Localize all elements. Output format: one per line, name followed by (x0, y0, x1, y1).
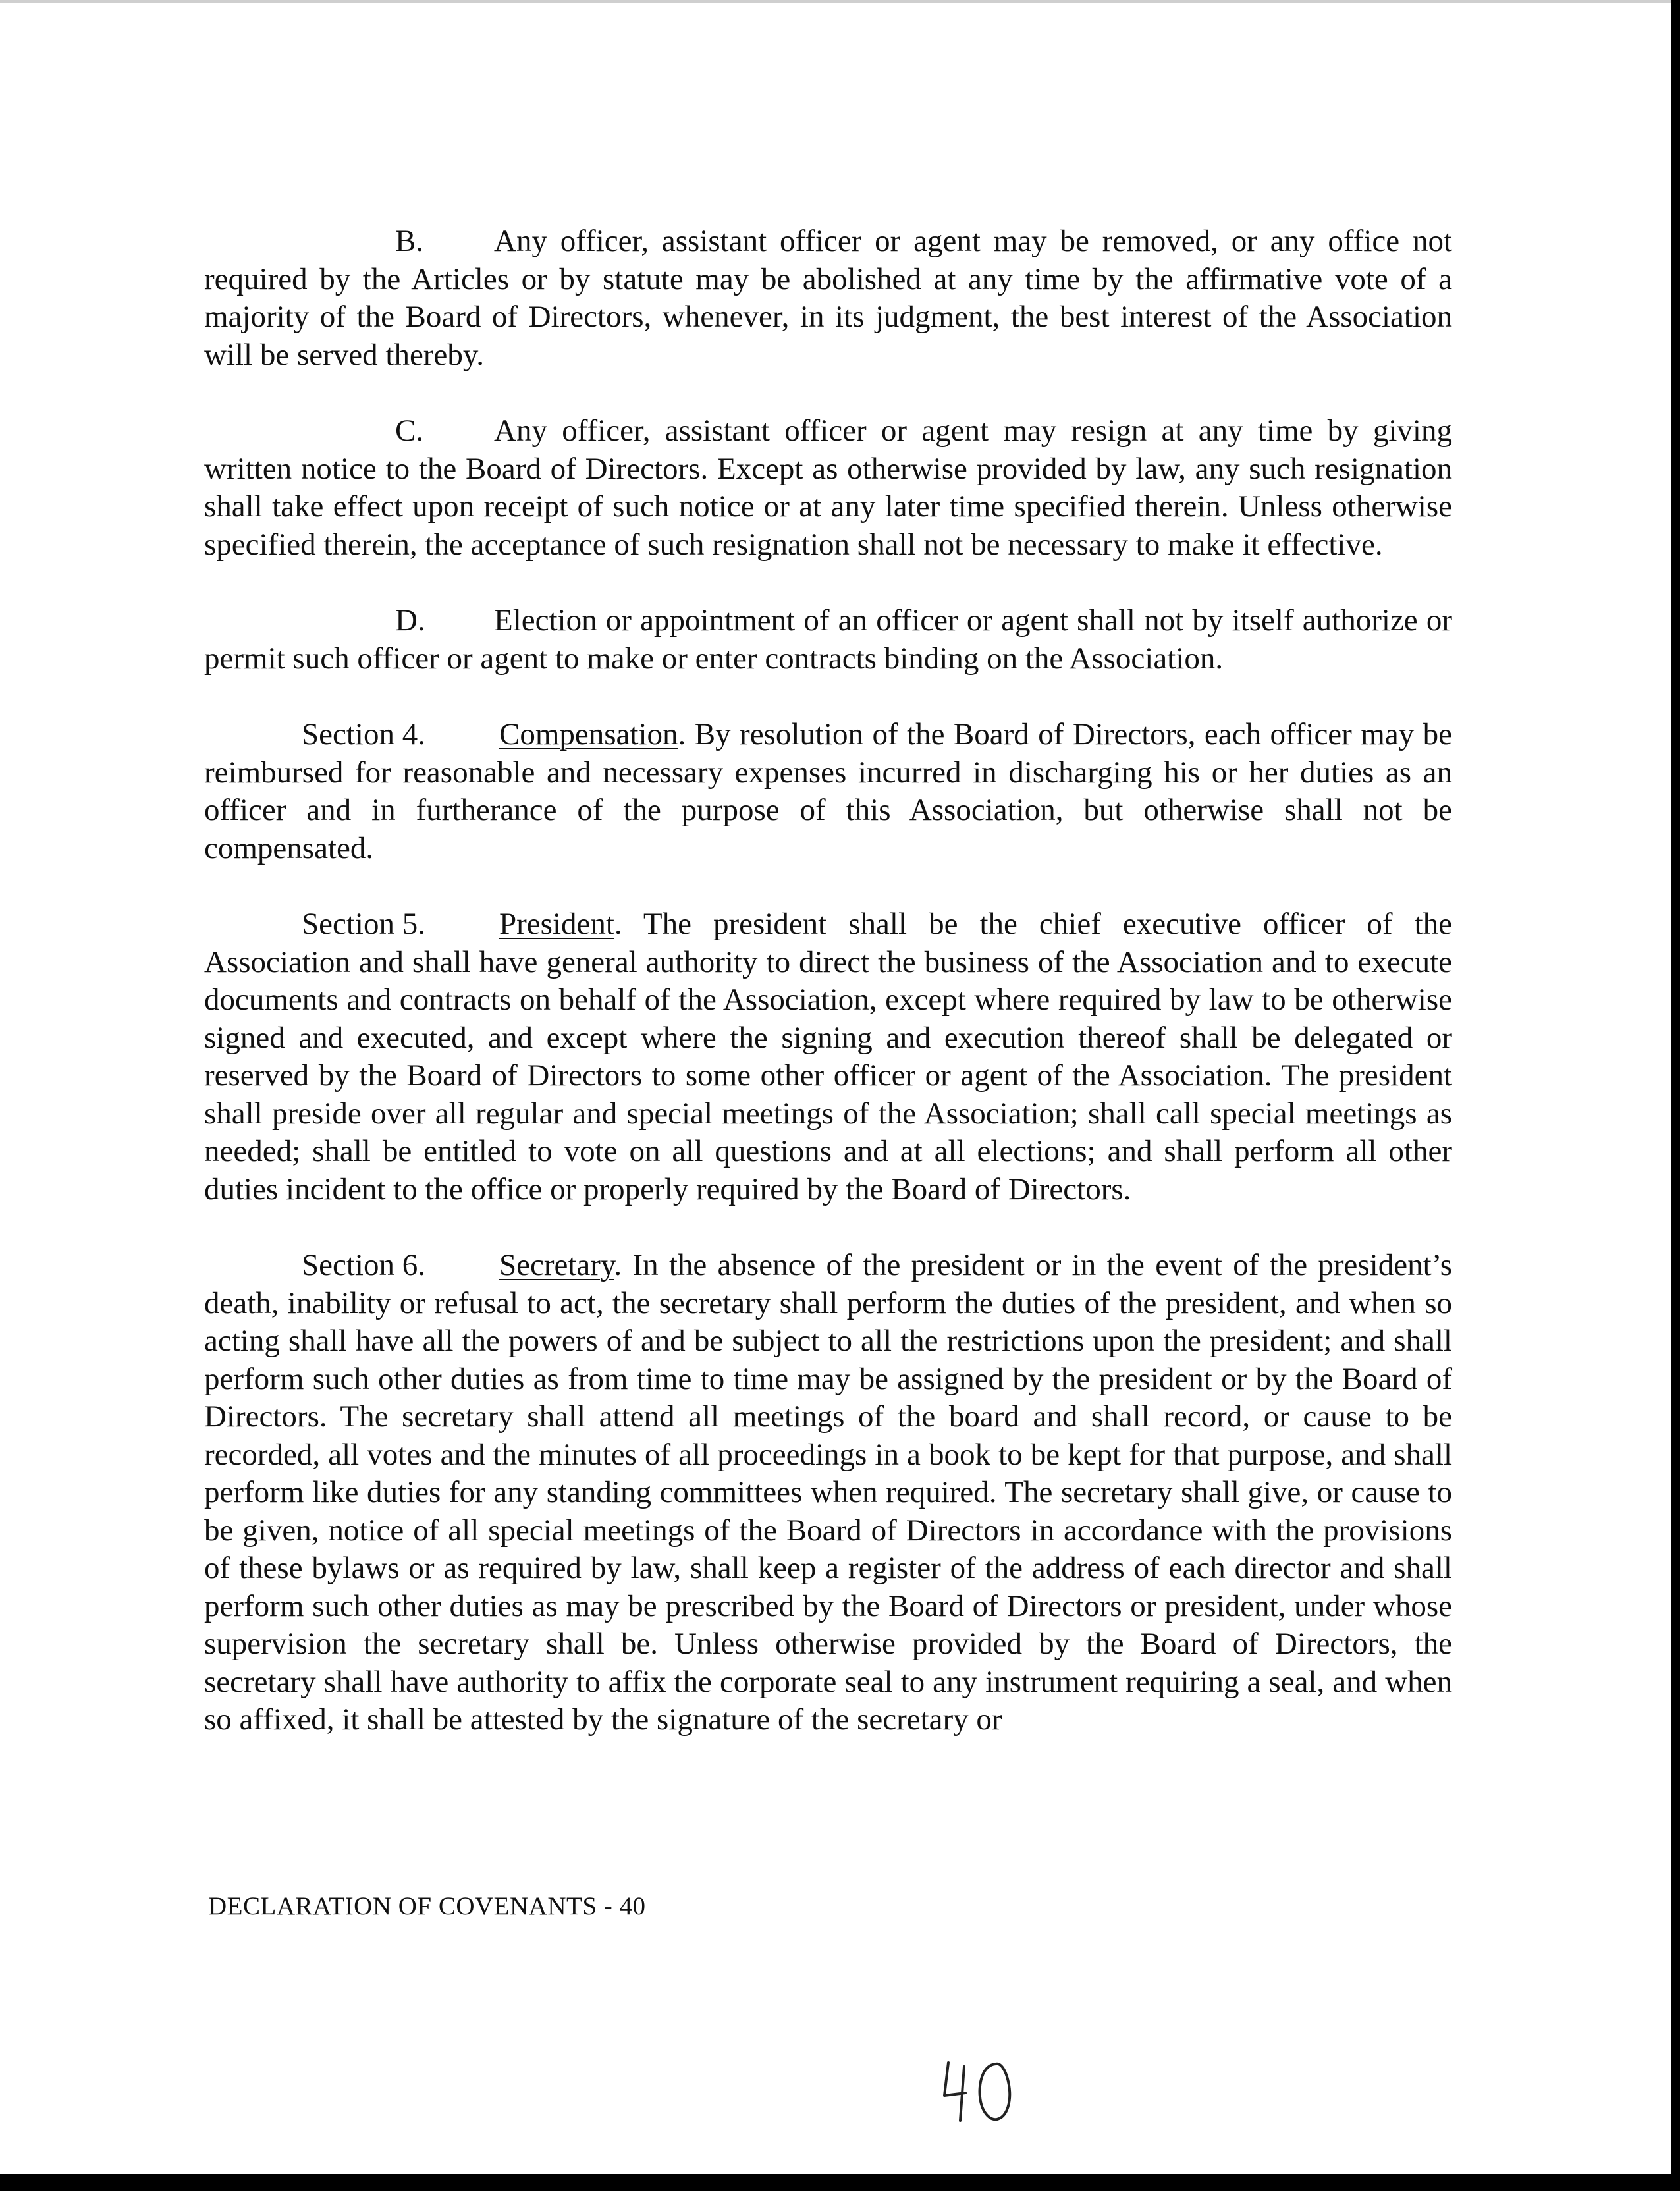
paragraph-label: B. (395, 224, 424, 258)
section-heading: Compensation (499, 717, 678, 751)
paragraph-text: Election or appointment of an officer or agent shall not by itself authorize or permit such officer or agent to make or enter contracts binding on the Association. (204, 603, 1452, 676)
paragraph-d (204, 602, 1452, 678)
scan-bottom-border (0, 2174, 1680, 2191)
handwritten-page-number (935, 2055, 1027, 2130)
section-text: . The president shall be the chief executive officer of the Association and shall have general authority to direct the business of the Association and to execute documents and contracts on behalf of the Association, except where required by law to be otherwise signed and executed, and except where the signing and execution thereof shall be delegated or reserved by the Board of Directors to some other officer or agent of the Association. The president shall preside over all regular and special meetings of the Association; shall call special meetings as needed; shall be entitled to vote on all questions and at all elections; and shall perform all other duties incident to the office or properly required by the Board of Directors. (204, 907, 1452, 1206)
scan-top-edge (0, 0, 1680, 3)
paragraph-label: D. (395, 603, 425, 637)
section-4 (204, 716, 1452, 867)
paragraph-c (204, 412, 1452, 564)
page-footer: DECLARATION OF COVENANTS - 40 (208, 1892, 646, 1920)
section-6 (204, 1247, 1452, 1739)
section-number: Section 5. (302, 907, 425, 941)
section-number: Section 4. (302, 717, 425, 751)
section-heading: Secretary (499, 1248, 614, 1282)
scan-right-border (1671, 0, 1680, 2191)
section-5 (204, 906, 1452, 1208)
paragraph-label: C. (395, 414, 424, 448)
section-number: Section 6. (302, 1248, 425, 1282)
section-text: . By resolution of the Board of Directors, each officer may be reimbursed for reasonable and necessary expenses incurred in discharging his or her duties as an officer and in furtherance of the purpose of this Association, but otherwise shall not be compensated. (204, 717, 1452, 865)
section-text: . In the absence of the president or in the event of the president’s death, inability or refusal to act, the secretary shall perform the duties of the president, and when so acting shall have all the powers of and be subject to all the restrictions upon the president; and shall perform such other duties as from time to time may be assigned by the president or by the Board of Directors. The secretary shall attend all meetings of the board and shall record, or cause to be recorded, all votes and the minutes of all proceedings in a book to be kept for that purpose, and shall perform like duties for any standing committees when required. The secretary shall give, or cause to be given, notice of all special meetings of the Board of Directors in accordance with the provisions of these bylaws or as required by law, shall keep a register of the address of each director and shall perform such other duties as may be prescribed by the Board of Directors or president, under whose supervision the secretary shall be. Unless otherwise provided by the Board of Directors, the secretary shall have authority to affix the corporate seal to any instrument requiring a seal, and when so affixed, it shall be attested by the signature of the secretary or (204, 1248, 1452, 1737)
paragraph-text: Any officer, assistant officer or agent may be removed, or any office not required by the Articles or by statute may be abolished at any time by the affirmative vote of a majority of the Board of Directors, whenever, in its judgment, the best interest of the Association will be served thereby. (204, 224, 1452, 372)
body-text (204, 223, 1452, 1777)
paragraph-text: Any officer, assistant officer or agent may resign at any time by giving written notice to the Board of Directors. Except as otherwise provided by law, any such resignation shall take effect upon receipt of such notice or at any later time specified therein. Unless otherwise specified therein, the acceptance of such resignation shall not be necessary to make it effective. (204, 414, 1452, 562)
paragraph-b (204, 223, 1452, 374)
section-heading: President (499, 907, 614, 941)
